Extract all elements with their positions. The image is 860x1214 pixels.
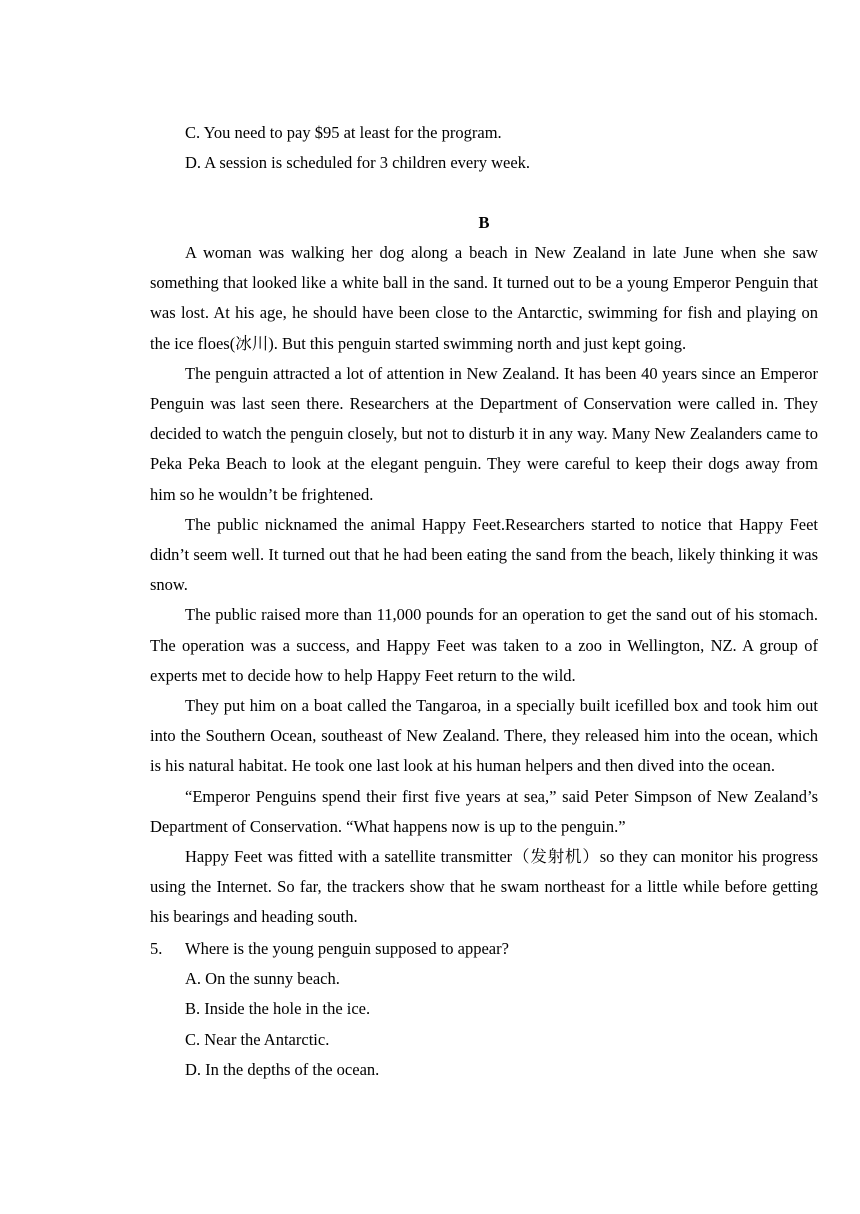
passage-paragraph-4: The public raised more than 11,000 pounds for an operation to get the sand out of his stomach. The operation was a success, and Happy Feet was taken to a zoo in Wellington, NZ. A group of experts met to decide how to help Happy Feet return to the wild. (150, 605, 818, 685)
answer-option-c: C. Near the Antarctic. (185, 1029, 330, 1049)
answer-option-d: D. In the depths of the ocean. (185, 1060, 380, 1080)
previous-option-c: C. You need to pay $95 at least for the program. (185, 123, 502, 142)
passage-paragraph-3: The public nicknamed the animal Happy Feet.Researchers started to notice that Happy Feet didn’t seem well. It turned out that he had been eating the sand from the beach, likely thinking it was snow. (150, 514, 818, 595)
passage-paragraph-7: Happy Feet was fitted with a satellite transmitter（发射机）so they can monitor his progress using the Internet. So far, the trackers show that he swam northeast for a little while before getting his bearings and heading south. (150, 847, 818, 927)
answer-options (150, 964, 818, 1086)
answer-option-b: B. Inside the hole in the ice. (185, 999, 371, 1019)
section-heading: B (478, 213, 490, 232)
answer-option-a: A. On the sunny beach. (185, 968, 340, 988)
document-content (150, 118, 818, 1086)
passage-paragraph-2: The penguin attracted a lot of attention in New Zealand. It has been 40 years since an Emperor Penguin was last seen there. Researchers at the Department of Conservation were called in. They decided to watch the penguin closely, but not to disturb it in any way. Many New Zealanders came to Peka Peka Beach to look at the elegant penguin. They were careful to keep their dogs away from him so he wouldn’t be frightened. (150, 363, 818, 504)
previous-option-d: D. A session is scheduled for 3 children every week. (185, 153, 531, 172)
passage-paragraph-6: “Emperor Penguins spend their first five years at sea,” said Peter Simpson of New Zealand’s Department of Conservation. “What happens now is up to the penguin.” (150, 786, 818, 836)
question-5 (150, 934, 818, 964)
question-text: Where is the young penguin supposed to appear? (185, 938, 509, 958)
passage-paragraph-1: A woman was walking her dog along a beach in New Zealand in late June when she saw something that looked like a white ball in the sand. It turned out to be a young Emperor Penguin that was lost. At his age, he should have been close to the Antarctic, swimming for fish and playing on the ice floes(冰川). But this penguin started swimming north and just kept going. (150, 243, 818, 353)
question-number: 5. (150, 938, 163, 958)
passage-paragraph-5: They put him on a boat called the Tangaroa, in a specially built icefilled box and took him out into the Southern Ocean, southeast of New Zealand. There, they released him into the ocean, which is his natural habitat. He took one last look at his human helpers and then dived into the ocean. (150, 696, 818, 776)
